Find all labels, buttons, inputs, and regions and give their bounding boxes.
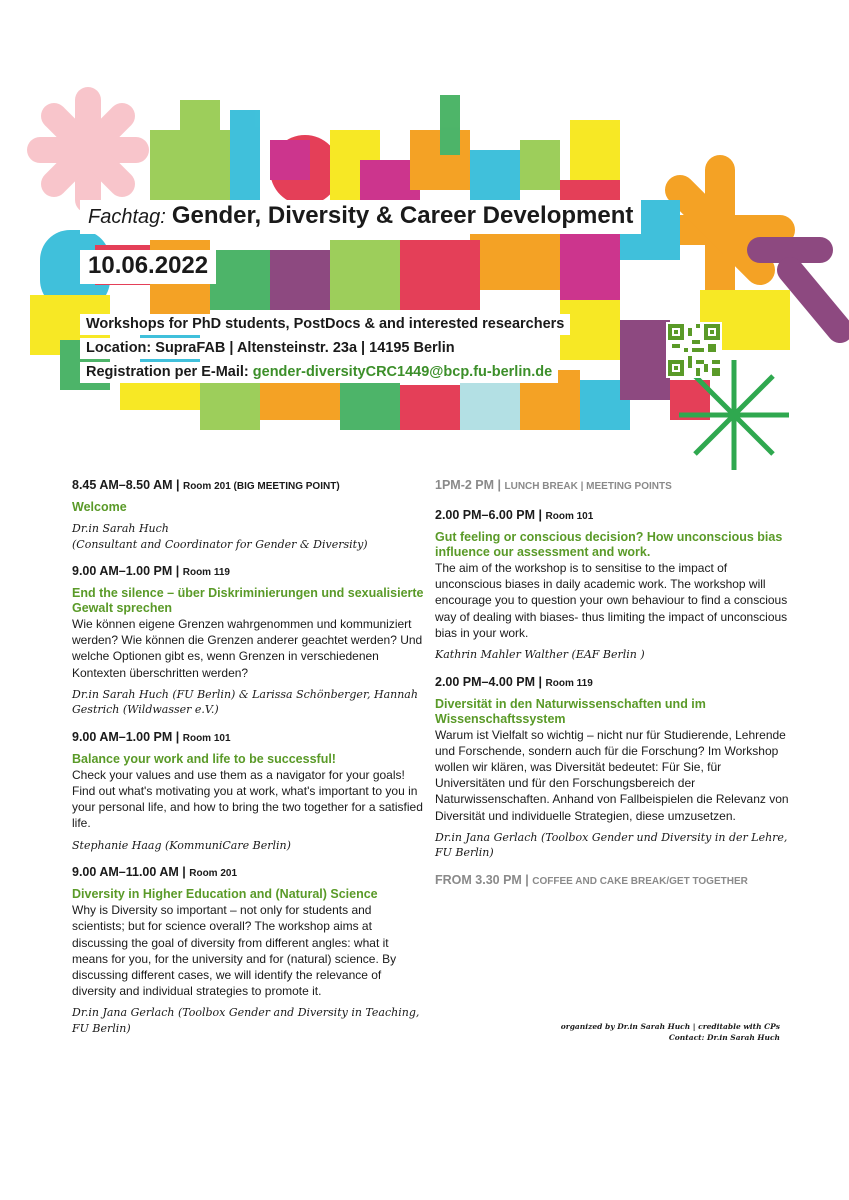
time-separator: | [178, 865, 190, 880]
qr-code-icon [666, 322, 722, 378]
session-speaker: Dr.in Jana Gerlach (Toolbox Gender und Diversity in der Lehre, FU Berlin) [435, 830, 788, 860]
session-room: Room 119 [545, 677, 593, 689]
event-title [80, 200, 641, 234]
audience-line: Workshops for PhD students, PostDocs & and interested researchers [80, 314, 570, 335]
time-separator: | [172, 478, 183, 492]
session-title: End the silence – über Diskriminierungen und sexualisierte Gewalt sprechen [72, 586, 424, 615]
session-block [72, 730, 424, 853]
program-column-right [435, 478, 790, 903]
session-description: Check your values and use them as a navigator for your goals! Find out what's motivating you at work, what's important to you in your personal life, and how to bring the two together for a satisfied life. [72, 767, 423, 831]
location-line: Location: SupraFAB | Altensteinstr. 23a | 14195 Berlin [80, 338, 461, 359]
time-separator: | [535, 508, 546, 522]
time-value: 8.45 AM–8.50 AM [72, 478, 173, 492]
session-speaker: Dr.in Sarah Huch (FU Berlin) & Larissa Schönberger, Hannah Gestrich (Wildwasser e.V.) [72, 687, 418, 717]
session-description: Why is Diversity so important – not only for students and scientists; but for science overall? The workshop aims at discussing the goal of diversity from different angles: what it means for you, for the university and for (natural) science. By discussing different cases, we will identify the relevance of diversity and individual strategies to promote it. [72, 903, 397, 999]
session-time [72, 730, 424, 744]
footer-contact: Contact: Dr.in Sarah Huch [668, 1033, 780, 1042]
session-speaker: Dr.in Jana Gerlach (Toolbox Gender and Diversity in Teaching, FU Berlin) [72, 1006, 420, 1035]
footer-organizer: organized by Dr.in Sarah Huch | creditable with CPs [560, 1022, 780, 1031]
session-speaker: Stephanie Haag (KommuniCare Berlin) [72, 838, 291, 852]
session-room: LUNCH BREAK | MEETING POINTS [504, 481, 672, 492]
time-separator: | [172, 729, 183, 744]
session-room: Room 201 (BIG MEETING POINT) [182, 481, 340, 492]
session-title: Diversity in Higher Education and (Natural) Science [72, 887, 378, 902]
session-block [435, 508, 790, 663]
session-title: Gut feeling or conscious decision? How unconscious bias influence our assessment and work. [435, 530, 783, 559]
time-separator: | [172, 564, 183, 578]
session-time [72, 564, 424, 578]
time-separator: | [535, 674, 546, 689]
time-value: 9.00 AM–1.00 PM [72, 564, 173, 578]
session-title: Diversität in den Naturwissenschaften und im Wissenschaftssystem [435, 696, 706, 726]
session-title: Balance your work and life to be successful! [72, 751, 336, 766]
session-time [72, 865, 424, 879]
time-value: 9.00 AM–11.00 AM [72, 865, 179, 880]
session-room: COFFEE AND CAKE BREAK/GET TOGETHER [532, 875, 748, 887]
time-separator: | [494, 478, 505, 492]
session-description: Warum ist Vielfalt so wichtig – nicht nur für Studierende, Lehrende und Forschende, sondern auch für die Forschung? Im Workshop wollen wir klären, was Diversität bedeutet: Für Sie, für Universitäten und für den Forschungsbereich der Naturwissenschaften. Anhand von Fallbeispielen die Relevanz von Diversität und individuelle Strategien, diese umzusetzen. [435, 727, 789, 823]
session-title: Welcome [72, 500, 127, 514]
event-date: 10.06.2022 [80, 250, 216, 284]
session-room: Room 201 [189, 868, 238, 880]
session-block [435, 675, 790, 861]
time-value: 9.00 AM–1.00 PM [72, 729, 173, 744]
registration-line [80, 362, 558, 383]
confetti-artwork [0, 0, 849, 480]
time-value: 1PM-2 PM [435, 478, 495, 492]
session-time [435, 478, 790, 492]
session-block [435, 478, 790, 492]
session-time [72, 478, 424, 492]
registration-email-link[interactable]: gender-diversityCRC1449@bcp.fu-berlin.de [252, 364, 553, 380]
decorative-banner [0, 0, 849, 480]
pink-star-shape [40, 100, 136, 200]
session-room: Room 101 [545, 511, 594, 522]
time-value: 2.00 PM–4.00 PM [435, 674, 536, 689]
session-speaker: Dr.in Sarah Huch (Consultant and Coordinator for Gender & Diversity) [72, 522, 368, 551]
time-value: FROM 3.30 PM [435, 872, 522, 887]
time-separator: | [521, 872, 533, 887]
session-time [435, 508, 790, 522]
program-column-left [72, 478, 424, 1048]
title-text: Gender, Diversity & Career Development [171, 202, 634, 229]
session-time [435, 675, 790, 689]
session-description: Wie können eigene Grenzen wahrgenommen und kommuniziert werden? Wie können die Grenzen anderer geachtet werden? Und welche Optionen gibt es, wenn Grenzen in verschiedenen Kontexten überschritten werden? [72, 617, 423, 680]
time-value: 2.00 PM–6.00 PM [435, 508, 536, 522]
lightgreen-shape [150, 130, 230, 200]
session-time [435, 873, 790, 887]
session-block [435, 873, 790, 887]
title-prefix: Fachtag: [88, 206, 166, 228]
session-description: The aim of the workshop is to sensitise to the impact of unconscious biases in daily academic work. The workshop will encourage you to question your own behaviour to find a conscious way of dealing with biases- thus limiting the impact of unconscious bias in your work. [435, 561, 788, 640]
session-block [72, 478, 424, 552]
session-speaker: Kathrin Mahler Walther (EAF Berlin ) [435, 648, 645, 662]
session-room: Room 119 [182, 567, 230, 578]
registration-label: Registration per E-Mail: [86, 364, 249, 380]
session-block [72, 564, 424, 718]
session-block [72, 865, 424, 1036]
session-room: Room 101 [182, 732, 231, 744]
